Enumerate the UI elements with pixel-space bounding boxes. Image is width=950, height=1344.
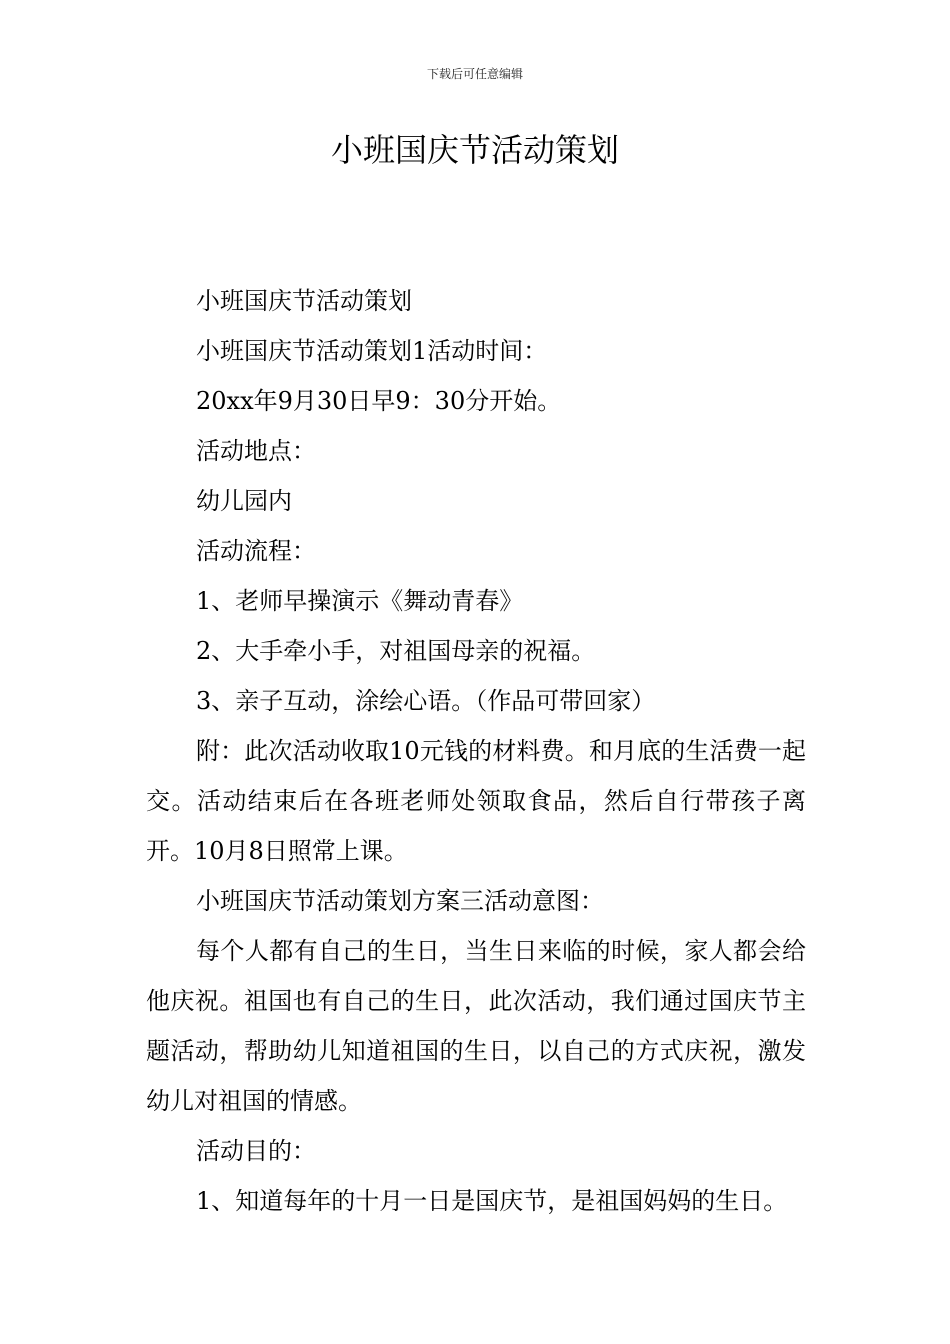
paragraph: 小班国庆节活动策划 xyxy=(196,287,412,315)
list-item: 3、亲子互动，涂绘心语。（作品可带回家） xyxy=(196,687,656,715)
list-item: 1、老师早操演示《舞动青春》 xyxy=(196,587,524,615)
header-note: 下载后可任意编辑 xyxy=(426,67,523,81)
paragraph: 附：此次活动收取10元钱的材料费。和月底的生活费一起交。活动结束后在各班老师处领取食品，然后自行带孩子离开。10月8日照常上课。 xyxy=(146,737,806,865)
paragraph: 幼儿园内 xyxy=(196,487,292,515)
paragraph: 小班国庆节活动策划方案三活动意图： xyxy=(196,887,604,915)
paragraph: 活动流程： xyxy=(196,537,316,565)
paragraph: 20xx年9月30日早9：30分开始。 xyxy=(196,387,562,415)
list-item: 1、知道每年的十月一日是国庆节，是祖国妈妈的生日。 xyxy=(196,1187,788,1215)
paragraph: 小班国庆节活动策划1活动时间： xyxy=(196,337,548,365)
document-title: 小班国庆节活动策划 xyxy=(330,131,619,169)
paragraph: 活动目的： xyxy=(196,1137,316,1165)
document-body xyxy=(146,276,806,1226)
list-item: 2、大手牵小手，对祖国母亲的祝福。 xyxy=(196,637,596,665)
paragraph: 活动地点： xyxy=(196,437,316,465)
paragraph: 每个人都有自己的生日，当生日来临的时候，家人都会给他庆祝。祖国也有自己的生日，此次活动，我们通过国庆节主题活动，帮助幼儿知道祖国的生日，以自己的方式庆祝，激发幼儿对祖国的情感。 xyxy=(146,937,806,1115)
